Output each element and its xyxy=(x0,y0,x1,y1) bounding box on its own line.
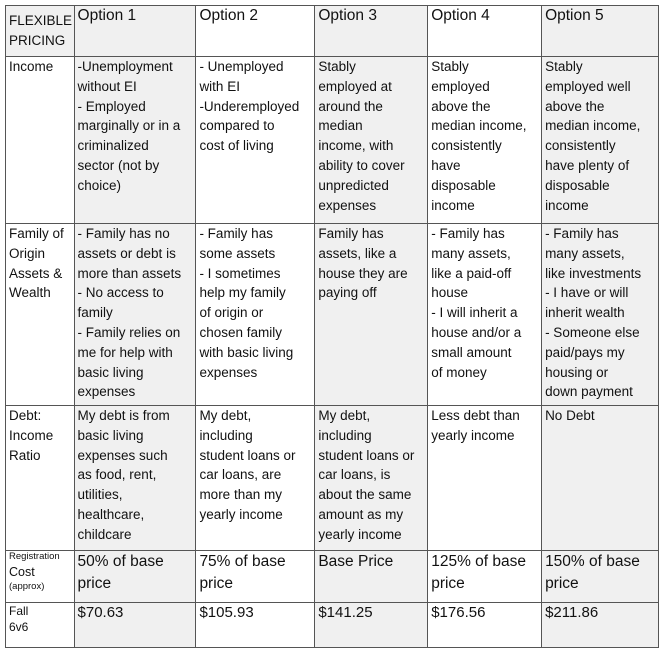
cell-line: employed at xyxy=(318,78,392,94)
flexible-pricing-table xyxy=(5,5,659,648)
cell-line: inherit wealth xyxy=(545,305,625,321)
row-label-line: Assets & xyxy=(9,265,63,281)
pricing-page xyxy=(5,5,659,650)
fall-fee-option-5: $211.86 xyxy=(542,603,659,648)
cell-line: childcare xyxy=(77,526,132,542)
row-label-line: Wealth xyxy=(9,285,51,301)
cell-line: - I have or will xyxy=(545,285,629,301)
cell-line: My debt, xyxy=(318,408,371,423)
cell-line: - I will inherit a xyxy=(431,305,518,321)
fall-label-line: Fall xyxy=(9,604,29,618)
fall-row xyxy=(6,603,659,648)
cell-line: expenses xyxy=(199,364,258,380)
row-label-line: Family of xyxy=(9,226,64,241)
cell-line: expenses xyxy=(318,197,377,213)
option-4-header: Option 4 xyxy=(428,6,542,57)
registration-row xyxy=(6,551,659,603)
option-3-header: Option 3 xyxy=(315,6,428,57)
family-label xyxy=(6,224,75,406)
cell-line: chosen family xyxy=(199,324,282,340)
cell-line: paid/pays my xyxy=(545,344,625,360)
cell-line: Less debt than xyxy=(431,408,520,423)
cell-line: me for help with xyxy=(77,344,173,360)
income-cell-option-2 xyxy=(196,57,315,224)
cell-line: Stably xyxy=(545,59,583,74)
row-label-line: Ratio xyxy=(9,447,41,463)
registration-label-bottom: (approx) xyxy=(9,581,45,592)
cell-line: small amount xyxy=(431,344,512,360)
row-label-line: Income xyxy=(9,59,54,74)
income-cell-option-3 xyxy=(315,57,428,224)
cell-line: median income, xyxy=(545,118,641,134)
cell-line: income, with xyxy=(318,138,394,154)
income-cell-option-4 xyxy=(428,57,542,224)
cell-line: consistently xyxy=(545,138,616,154)
cell-line: including xyxy=(318,427,372,443)
cell-line: My debt, xyxy=(199,408,252,423)
corner-line: PRICING xyxy=(9,33,66,48)
cell-line: expenses xyxy=(77,384,136,400)
fall-fee-option-2: $105.93 xyxy=(196,603,315,648)
registration-option-5: 150% of base price xyxy=(542,551,659,603)
cell-line: student loans or xyxy=(318,447,415,463)
debt-cell-option-5 xyxy=(542,406,659,551)
cell-line: ability to cover xyxy=(318,157,405,173)
cell-line: basic living xyxy=(77,364,144,380)
fall-fee-option-1: $70.63 xyxy=(74,603,196,648)
cell-line: median income, xyxy=(431,118,527,134)
cell-line: expenses such xyxy=(77,447,168,463)
cell-line: down payment xyxy=(545,384,633,400)
registration-option-4: 125% of base price xyxy=(428,551,542,603)
cell-line: many assets, xyxy=(431,245,511,261)
cell-line: have xyxy=(431,157,461,173)
corner-line: FLEXIBLE xyxy=(9,13,73,29)
cell-line: housing or xyxy=(545,364,609,380)
cell-line: of origin or xyxy=(199,305,264,321)
fall-fee-option-4: $176.56 xyxy=(428,603,542,648)
cell-line: disposable xyxy=(431,177,496,193)
cell-line: house xyxy=(431,285,468,301)
row-label-line: Income xyxy=(9,427,54,443)
registration-option-1: 50% of base price xyxy=(74,551,196,603)
family-cell-option-4 xyxy=(428,224,542,406)
cell-line: - Family has no xyxy=(77,226,170,241)
registration-label-top: Registration xyxy=(9,551,60,562)
income-cell-option-1 xyxy=(74,57,196,224)
cell-line: Stably xyxy=(431,59,469,74)
family-cell-option-1 xyxy=(74,224,196,406)
row-label-line: Debt: xyxy=(9,408,42,423)
cell-line: more than my xyxy=(199,487,282,503)
income-row xyxy=(6,57,659,224)
income-cell-option-5 xyxy=(542,57,659,224)
cell-line: paying off xyxy=(318,285,377,301)
debt-row xyxy=(6,406,659,551)
debt-cell-option-1 xyxy=(74,406,196,551)
cell-line: help my family xyxy=(199,285,286,301)
option-5-header: Option 5 xyxy=(542,6,659,57)
cell-line: - Family relies on xyxy=(77,324,181,340)
cell-line: choice) xyxy=(77,177,122,193)
cell-line: basic living xyxy=(77,427,144,443)
fall-label xyxy=(6,603,75,648)
cell-line: My debt is from xyxy=(77,408,170,423)
cell-line: Family has xyxy=(318,226,384,241)
debt-cell-option-3 xyxy=(315,406,428,551)
family-row xyxy=(6,224,659,406)
cell-line: above the xyxy=(431,98,491,114)
cell-line: unpredicted xyxy=(318,177,389,193)
cell-line: - Family has xyxy=(199,226,273,241)
cell-line: utilities, xyxy=(77,487,123,503)
cell-line: Stably xyxy=(318,59,356,74)
cell-line: without EI xyxy=(77,78,137,94)
cell-line: assets, like a xyxy=(318,245,397,261)
cell-line: marginally or in a xyxy=(77,118,181,134)
cell-line: employed xyxy=(431,78,490,94)
cell-line: median xyxy=(318,118,363,134)
debt-cell-option-4 xyxy=(428,406,542,551)
fall-fee-option-3: $141.25 xyxy=(315,603,428,648)
cell-line: - Employed xyxy=(77,98,146,114)
registration-option-3: Base Price xyxy=(315,551,428,603)
cell-line: sector (not by xyxy=(77,157,160,173)
cell-line: yearly income xyxy=(199,506,283,522)
cell-line: family xyxy=(77,305,113,321)
cell-line: employed well xyxy=(545,78,631,94)
debt-label xyxy=(6,406,75,551)
cell-line: like a paid-off xyxy=(431,265,512,281)
option-2-header: Option 2 xyxy=(196,6,315,57)
cell-line: with basic living xyxy=(199,344,294,360)
cell-line: income xyxy=(431,197,475,213)
family-cell-option-5 xyxy=(542,224,659,406)
cell-line: house they are xyxy=(318,265,408,281)
cell-line: consistently xyxy=(431,138,502,154)
cell-line: cost of living xyxy=(199,138,274,154)
cell-line: car loans, is xyxy=(318,467,391,483)
cell-line: - Someone else xyxy=(545,324,640,340)
cell-line: above the xyxy=(545,98,605,114)
cell-line: more than assets xyxy=(77,265,182,281)
cell-line: healthcare, xyxy=(77,506,145,522)
cell-line: disposable xyxy=(545,177,610,193)
registration-option-2: 75% of base price xyxy=(196,551,315,603)
cell-line: - Family has xyxy=(431,226,505,241)
income-label xyxy=(6,57,75,224)
cell-line: - I sometimes xyxy=(199,265,281,281)
cell-line: like investments xyxy=(545,265,642,281)
option-1-header: Option 1 xyxy=(74,6,196,57)
cell-line: including xyxy=(199,427,253,443)
cell-line: compared to xyxy=(199,118,275,134)
cell-line: - Family has xyxy=(545,226,619,241)
registration-label-mid: Cost xyxy=(9,565,35,579)
cell-line: criminalized xyxy=(77,138,149,154)
cell-line: assets or debt is xyxy=(77,245,176,261)
row-label-line: Origin xyxy=(9,245,46,261)
cell-line: have plenty of xyxy=(545,157,630,173)
debt-cell-option-2 xyxy=(196,406,315,551)
cell-line: yearly income xyxy=(431,427,515,443)
header-row xyxy=(6,6,659,57)
cell-line: yearly income xyxy=(318,526,402,542)
cell-line: - Unemployed xyxy=(199,59,284,74)
cell-line: as food, rent, xyxy=(77,467,157,483)
cell-line: income xyxy=(545,197,589,213)
cell-line: No Debt xyxy=(545,408,595,423)
cell-line: of money xyxy=(431,364,487,380)
cell-line: many assets, xyxy=(545,245,625,261)
corner-header xyxy=(6,6,75,57)
family-cell-option-2 xyxy=(196,224,315,406)
family-cell-option-3 xyxy=(315,224,428,406)
cell-line: with EI xyxy=(199,78,240,94)
cell-line: - No access to xyxy=(77,285,164,301)
fall-label-line: 6v6 xyxy=(9,620,29,634)
cell-line: car loans, are xyxy=(199,467,282,483)
cell-line: -Unemployment xyxy=(77,59,173,74)
cell-line: around the xyxy=(318,98,383,114)
cell-line: house and/or a xyxy=(431,324,522,340)
registration-label xyxy=(6,551,75,603)
cell-line: -Underemployed xyxy=(199,98,300,114)
cell-line: about the same xyxy=(318,487,412,503)
cell-line: amount as my xyxy=(318,506,404,522)
cell-line: some assets xyxy=(199,245,276,261)
cell-line: student loans or xyxy=(199,447,296,463)
